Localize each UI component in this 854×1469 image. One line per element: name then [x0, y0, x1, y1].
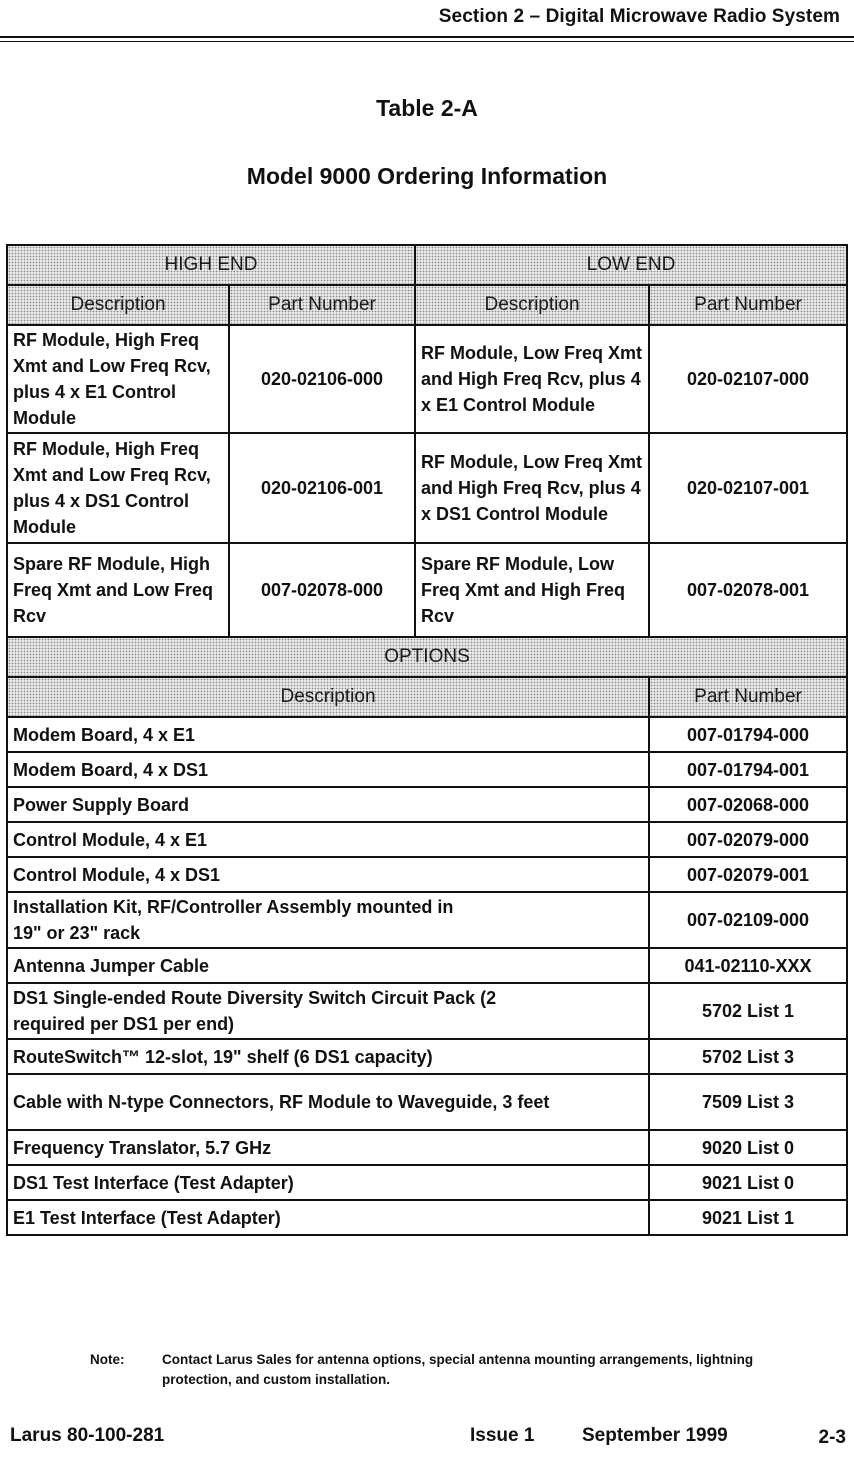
- high-part-number-cell: 020-02106-001: [229, 433, 415, 543]
- low-part-number-header: Part Number: [649, 285, 847, 325]
- high-part-number-cell: 007-02078-000: [229, 543, 415, 637]
- low-description-header: Description: [415, 285, 649, 325]
- option-description-cell: Frequency Translator, 5.7 GHz: [7, 1130, 649, 1165]
- table-row: [7, 325, 847, 433]
- option-part-number-cell: 007-02079-001: [649, 857, 847, 892]
- option-description-cell: Cable with N-type Connectors, RF Module to Waveguide, 3 feet: [7, 1074, 649, 1130]
- page-number: 2-3: [818, 1427, 846, 1448]
- table-row: [7, 433, 847, 543]
- table-label: Table 2-A: [376, 95, 478, 121]
- option-row: [7, 717, 847, 752]
- option-description-cell: Modem Board, 4 x DS1: [7, 752, 649, 787]
- option-description-cell: Control Module, 4 x E1: [7, 822, 649, 857]
- high-description-cell: RF Module, High Freq Xmt and Low Freq Rcv, plus 4 x E1 Control Module: [7, 325, 229, 433]
- option-part-number-cell: 7509 List 3: [649, 1074, 847, 1130]
- option-row: [7, 752, 847, 787]
- options-column-header-row: [7, 677, 847, 717]
- option-part-number-cell: 9021 List 0: [649, 1165, 847, 1200]
- header-rule-thick: [0, 36, 854, 38]
- option-part-number-cell: 007-01794-000: [649, 717, 847, 752]
- low-part-number-cell: 007-02078-001: [649, 543, 847, 637]
- low-end-header: LOW END: [415, 245, 847, 285]
- option-row: [7, 1039, 847, 1074]
- option-part-number-cell: 007-02109-000: [649, 892, 847, 948]
- issue-date: September 1999: [582, 1425, 728, 1446]
- issue-number: Issue 1: [470, 1425, 535, 1446]
- table-subtitle: Model 9000 Ordering Information: [246, 163, 608, 189]
- option-part-number-cell: 9020 List 0: [649, 1130, 847, 1165]
- option-description-cell: E1 Test Interface (Test Adapter): [7, 1200, 649, 1235]
- note-label: Note:: [90, 1352, 125, 1367]
- high-description-header: Description: [7, 285, 229, 325]
- note-text: Contact Larus Sales for antenna options, special antenna mounting arrangements, lightning protection, and custom installation.: [162, 1352, 754, 1387]
- option-row: [7, 1200, 847, 1235]
- option-part-number-cell: 5702 List 3: [649, 1039, 847, 1074]
- low-description-cell: Spare RF Module, Low Freq Xmt and High Freq Rcv: [415, 543, 649, 637]
- option-row: [7, 787, 847, 822]
- options-description-header: Description: [7, 677, 649, 717]
- option-row: [7, 1130, 847, 1165]
- low-description-cell: RF Module, Low Freq Xmt and High Freq Rcv, plus 4 x E1 Control Module: [415, 325, 649, 433]
- option-part-number-cell: 007-02068-000: [649, 787, 847, 822]
- options-part-number-header: Part Number: [649, 677, 847, 717]
- option-row: [7, 1074, 847, 1130]
- option-part-number-cell: 007-02079-000: [649, 822, 847, 857]
- options-header: OPTIONS: [7, 637, 847, 677]
- high-description-cell: Spare RF Module, High Freq Xmt and Low Freq Rcv: [7, 543, 229, 637]
- option-row: [7, 857, 847, 892]
- high-part-number-header: Part Number: [229, 285, 415, 325]
- high-end-header: HIGH END: [7, 245, 415, 285]
- option-description-cell: Modem Board, 4 x E1: [7, 717, 649, 752]
- option-description-cell: Installation Kit, RF/Controller Assembly mounted in 19" or 23" rack: [7, 892, 649, 948]
- option-part-number-cell: 5702 List 1: [649, 983, 847, 1039]
- option-description-cell: Antenna Jumper Cable: [7, 948, 649, 983]
- option-description-cell: Control Module, 4 x DS1: [7, 857, 649, 892]
- high-part-number-cell: 020-02106-000: [229, 325, 415, 433]
- option-row: [7, 822, 847, 857]
- option-description-cell: Power Supply Board: [7, 787, 649, 822]
- section-header: Section 2 – Digital Microwave Radio System: [438, 6, 840, 27]
- option-row: [7, 983, 847, 1039]
- high-description-cell: RF Module, High Freq Xmt and Low Freq Rcv, plus 4 x DS1 Control Module: [7, 433, 229, 543]
- low-part-number-cell: 020-02107-001: [649, 433, 847, 543]
- group-header-row: [7, 245, 847, 285]
- table-row: [7, 543, 847, 637]
- option-part-number-cell: 9021 List 1: [649, 1200, 847, 1235]
- low-part-number-cell: 020-02107-000: [649, 325, 847, 433]
- option-description-cell: DS1 Test Interface (Test Adapter): [7, 1165, 649, 1200]
- option-row: [7, 1165, 847, 1200]
- column-header-row: [7, 285, 847, 325]
- option-row: [7, 892, 847, 948]
- option-description-cell: DS1 Single-ended Route Diversity Switch Circuit Pack (2 required per DS1 per end): [7, 983, 649, 1039]
- doc-number: Larus 80-100-281: [10, 1425, 165, 1446]
- option-part-number-cell: 041-02110-XXX: [649, 948, 847, 983]
- option-row: [7, 948, 847, 983]
- footer: [0, 1425, 854, 1455]
- options-header-row: [7, 637, 847, 677]
- option-part-number-cell: 007-01794-001: [649, 752, 847, 787]
- header-rule-thin: [0, 41, 854, 42]
- low-description-cell: RF Module, Low Freq Xmt and High Freq Rcv, plus 4 x DS1 Control Module: [415, 433, 649, 543]
- ordering-table: [6, 244, 848, 1236]
- option-description-cell: RouteSwitch™ 12-slot, 19" shelf (6 DS1 capacity): [7, 1039, 649, 1074]
